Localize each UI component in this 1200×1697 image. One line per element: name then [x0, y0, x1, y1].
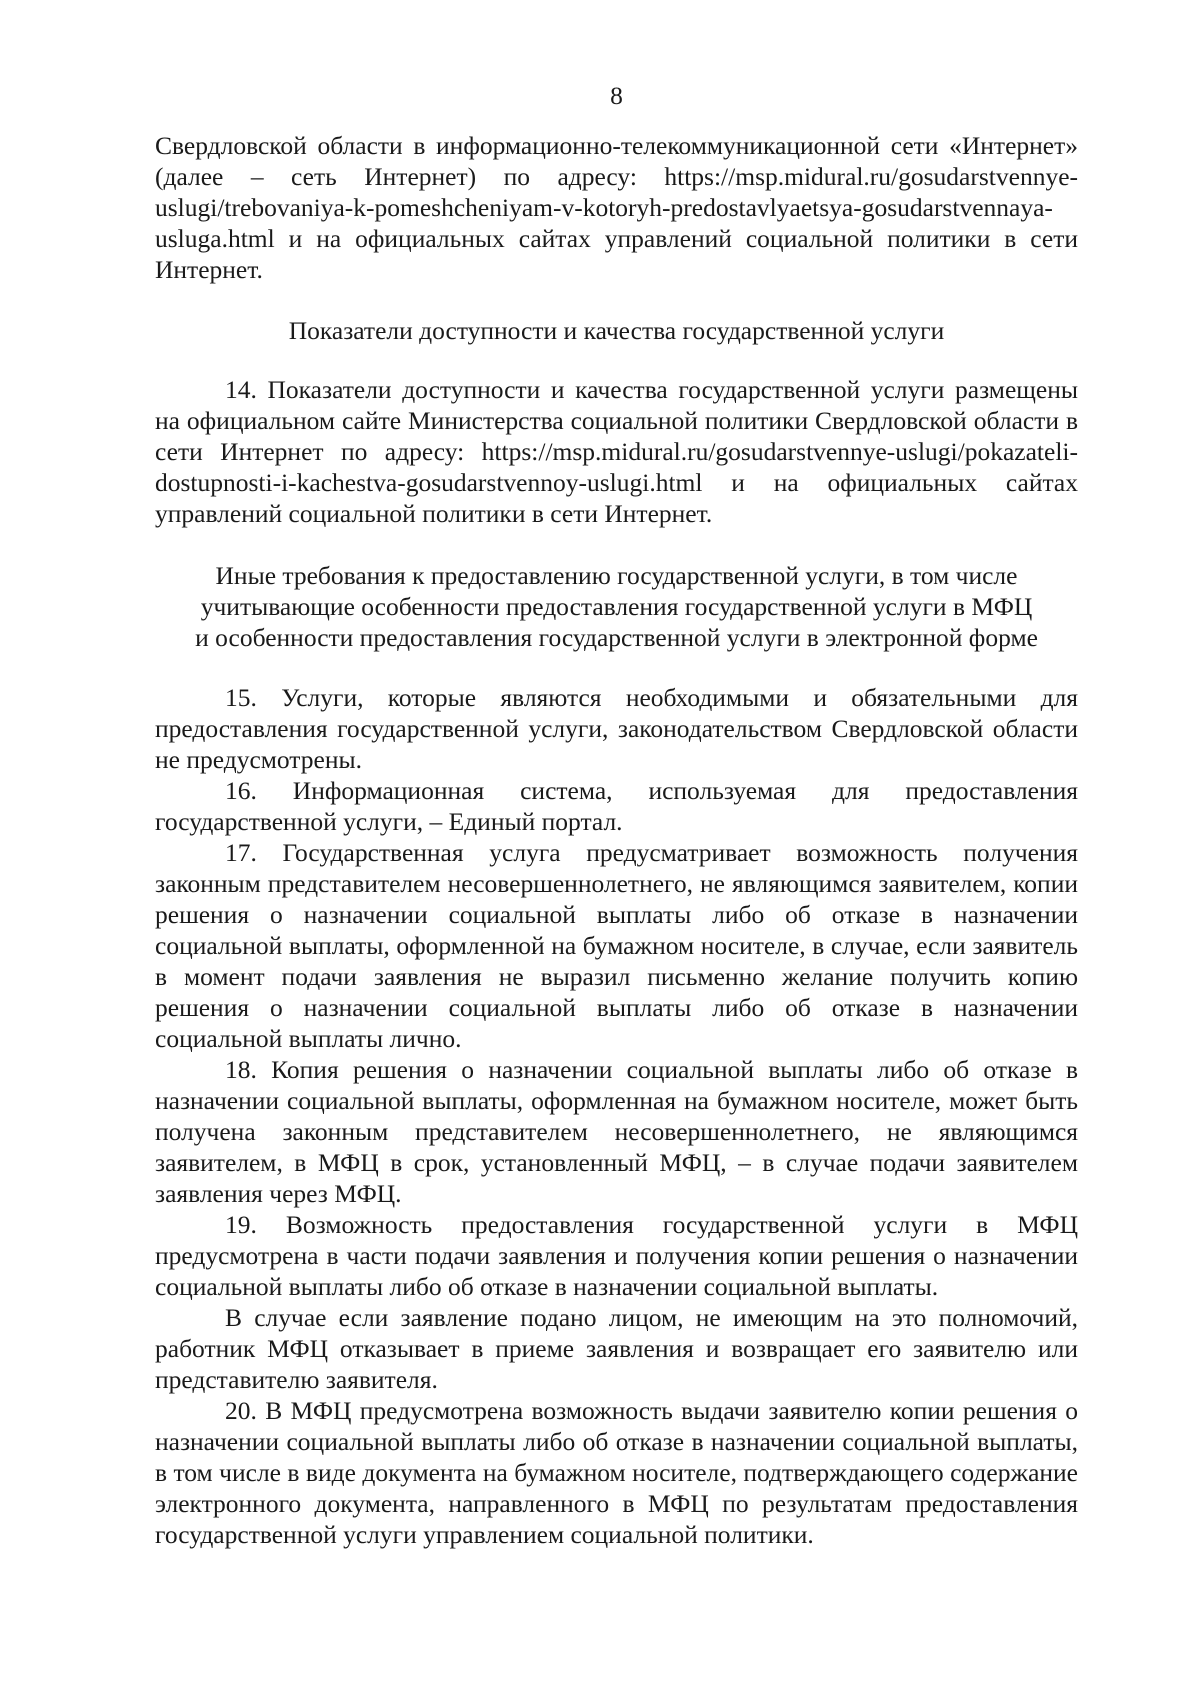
spacer: [155, 529, 1078, 560]
spacer: [155, 346, 1078, 374]
intro-paragraph: Свердловской области в информационно-телекоммуникационной сети «Интернет» (далее – сеть Интернет) по адресу: https://msp.midural.ru/gosudarstvennye-uslugi/trebovaniya-k-pomeshcheniyam-v-kotoryh-predostavlyaetsya-gosudarstvennaya-usluga.html и на официальных сайтах управлений социальной политики в сети Интернет.: [155, 131, 1078, 284]
paragraph-14: 14. Показатели доступности и качества государственной услуги размещены на официальном сайте Министерства социальной политики Свердловской области в сети Интернет по адресу: https://msp.midural.ru/gosudarstvennye-uslugi/pokazateli-dostupnosti-i-kachestva-gosudarstvennoy-uslugi.html и на официальных сайтах управлений социальной политики в сети Интернет.: [155, 375, 1078, 528]
section-heading-line: Иные требования к предоставлению государственной услуги, в том числе: [215, 561, 1018, 590]
paragraph-16: 16. Информационная система, используемая для предоставления государственной услуги, – Единый портал.: [155, 776, 1078, 836]
paragraph-19-continuation: В случае если заявление подано лицом, не имеющим на это полномочий, работник МФЦ отказывает в приеме заявления и возвращает его заявителю или представителю заявителя.: [155, 1303, 1078, 1394]
paragraph-17: 17. Государственная услуга предусматривает возможность получения законным представителем несовершеннолетнего, не являющимся заявителем, копии решения о назначении социальной выплаты либо об отказе в назначении социальной выплаты, оформленной на бумажном носителе, в случае, если заявитель в момент подачи заявления не выразил письменно желание получить копию решения о назначении социальной выплаты либо об отказе в назначении социальной выплаты лично.: [155, 838, 1078, 1053]
paragraph-20: 20. В МФЦ предусмотрена возможность выдачи заявителю копии решения о назначении социальной выплаты либо об отказе в назначении социальной выплаты, в том числе в виде документа на бумажном носителе, подтверждающего содержание электронного документа, направленного в МФЦ по результатам предоставления государственной услуги управлением социальной политики.: [155, 1396, 1078, 1549]
section-heading-quality: Показатели доступности и качества государственной услуги: [288, 316, 945, 345]
paragraph-19: 19. Возможность предоставления государственной услуги в МФЦ предусмотрена в части подачи заявления и получения копии решения о назначении социальной выплаты либо об отказе в назначении социальной выплаты.: [155, 1210, 1078, 1301]
section-heading-line: учитывающие особенности предоставления государственной услуги в МФЦ: [200, 592, 1033, 621]
page-number: 8: [610, 81, 623, 110]
section-heading-line: и особенности предоставления государственной услуги в электронной форме: [195, 623, 1038, 652]
spacer: [155, 285, 1078, 315]
paragraph-15: 15. Услуги, которые являются необходимыми и обязательными для предоставления государственной услуги, законодательством Свердловской области не предусмотрены.: [155, 683, 1078, 774]
paragraph-18: 18. Копия решения о назначении социальной выплаты либо об отказе в назначении социальной выплаты, оформленная на бумажном носителе, может быть получена законным представителем несовершеннолетнего, не являющимся заявителем, в МФЦ в срок, установленный МФЦ, – в случае подачи заявителем заявления через МФЦ.: [155, 1055, 1078, 1208]
section-heading-other-requirements: [155, 560, 1078, 653]
spacer: [155, 653, 1078, 682]
